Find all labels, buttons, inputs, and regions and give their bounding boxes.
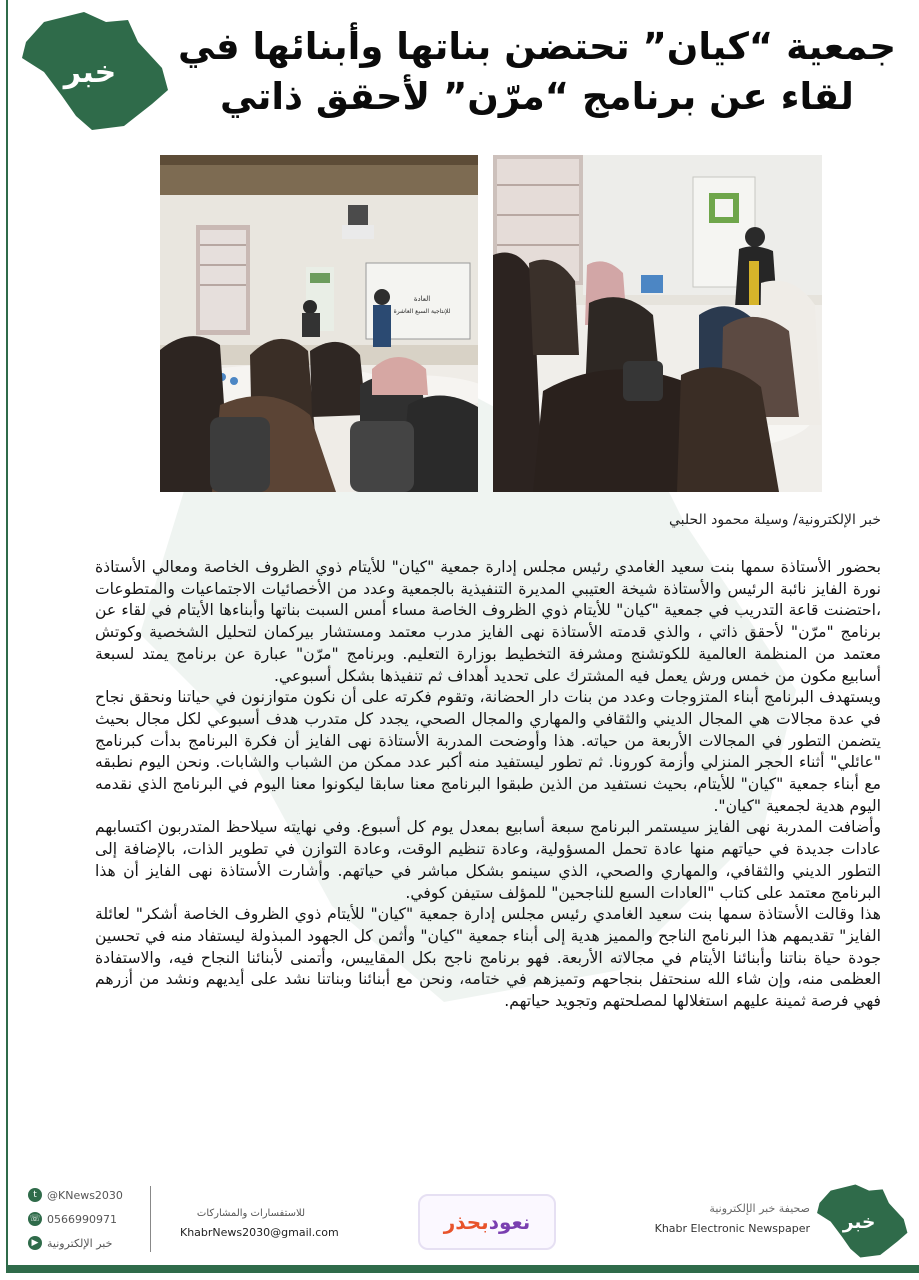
whatsapp-number: 0566990971 <box>47 1212 117 1226</box>
contact-email[interactable]: KhabrNews2030@gmail.com <box>180 1226 339 1239</box>
campaign-badge <box>418 1194 556 1250</box>
campaign-word-2: بحذر <box>443 1210 489 1234</box>
projector-screen-text-2: للإنتاجية السبع العاشرة <box>393 308 451 315</box>
khabr-logo-footer <box>812 1182 910 1260</box>
youtube-channel: خبر الإلكترونية <box>47 1236 113 1250</box>
newspaper-name-arabic: صحيفة خبر الإلكترونية <box>709 1202 810 1215</box>
inquiry-label: للاستفسارات والمشاركات <box>196 1208 305 1219</box>
article-body <box>95 557 881 1013</box>
article-paragraph: هذا وقالت الأستاذة سمها بنت سعيد الغامدي رئيس مجلس إدارة جمعية "كيان" للأيتام ذوي الظروف الخاصة أشكر" لعائلة الفايز" تقديمهم هذا البرنامج الناجح والمميز هدية إلى أبناء جمعية "كيان" وأثمن كل الجهود المبذولة ليستفاد منه في تحسين جودة حياة بناتنا وأبنائنا الأيتام في مجالاته الأربعة. فهو برنامج ناجح بكل المقاييس، وأتمنى لأبنائنا النجاح فيه، والاستفادة العظمى منه، وإن شاء الله سنحتفل بنجاحهم وتميزهم في ختامه، ونحن مع أبنائنا وبناتنا نشد على أيديهم ونشد من أزرهم فهي فرصة ثمينة عليهم استغلالها لمصلحتهم وتجويد حياتهم. <box>95 905 881 1011</box>
projector-screen-text-1: العادة <box>413 295 431 303</box>
youtube-icon: ▶ <box>28 1236 42 1250</box>
article-paragraph: وأضافت المدربة نهى الفايز سيستمر البرنامج سبعة أسابيع بمعدل يوم كل أسبوع. وفي نهايته سيلاحظ المتدربون اكتسابهم عادات جديدة في حياتهم منها عادة تحمل المسؤولية، وعادة تنظيم الوقت، وعادة التوازن في تطوير الذات، بالإضافة إلى التطور الديني والثقافي، والمهاري والصحي، الذي سينمو بشكل مباشر في حياتهم. وأشارت الأستاذة نهى الفايز أن هذا البرنامج معتمد على كتاب "العادات السبع للناجحين" للمؤلف ستيفن كوفي. <box>95 818 881 902</box>
newspaper-name-english: Khabr Electronic Newspaper <box>654 1222 810 1235</box>
twitter-contact[interactable] <box>28 1188 123 1202</box>
khabr-logo <box>14 8 172 134</box>
photo-trainer-presenting <box>493 155 822 492</box>
article-byline: خبر الإلكترونية/ وسيلة محمود الحلبي <box>668 512 881 528</box>
left-border-rule <box>6 0 8 1265</box>
article-paragraph: ويستهدف البرنامج أبناء المتزوجات وعدد من بنات دار الحضانة، وتقوم فكرته على أن نكون متوازنون في حياتنا ونحقق نجاح في عدة مجالات هي المجال الديني والثقافي والمهاري والمجال الصحي، يجدد كل متدرب هدف أسبوعي لكل مجال بحيث يتضمن التطور في المجالات الأربعة من حياته. هذا وأوضحت المدربة الأستاذة نهى الفايز أن فكرة البرنامج بدأت كبرنامج "عائلي" أثناء الحجر المنزلي وأزمة كورونا. ثم تطور ليستفيد منه أكبر عدد ممكن من الشباب والشابات. ونحن اليوم نطبقه مع أبناء جمعية "كيان" للأيتام، بحيث نستفيد من الذين طبقوا البرنامج معنا سابقا ليكونوا معنا اليوم في البرنامج الذي نقدمه اليوم هدية لجمعية "كيان". <box>95 688 881 815</box>
logo-wordmark: خبر <box>63 55 117 90</box>
footer-divider <box>150 1186 151 1252</box>
twitter-icon: t <box>28 1188 42 1202</box>
page-footer <box>0 1178 919 1264</box>
headline-line-1: جمعية “كيان” تحتضن بناتها وأبنائها في <box>178 25 896 68</box>
twitter-handle: @KNews2030 <box>47 1188 123 1202</box>
footer-logo-wordmark: خبر <box>842 1211 876 1233</box>
whatsapp-contact[interactable] <box>28 1212 117 1226</box>
headline <box>175 22 899 122</box>
campaign-word-1: نعود <box>488 1210 531 1234</box>
youtube-contact[interactable] <box>28 1236 112 1250</box>
whatsapp-icon: ☏ <box>29 1214 41 1224</box>
headline-line-2: لقاء عن برنامج “مرّن” لأحقق ذاتي <box>220 75 854 118</box>
photo-training-room-wide <box>160 155 478 492</box>
article-paragraph: بحضور الأستاذة سمها بنت سعيد الغامدي رئيس مجلس إدارة جمعية "كيان" للأيتام ذوي الظروف الخاصة ومعالي الأستاذة نورة الفايز نائبة الرئيس والأستاذة شيخة العتيبي المديرة التنفيذية بالجمعية وعدد من الأخصائيات الاجتماعيات والمتطوعات ،احتضنت قاعة التدريب في جمعية "كيان" للأيتام ذوي الظروف الخاصة مساء أمس السبت بناتها وأبناءها الأيتام في لقاء عن برنامج "مرّن" لأحقق ذاتي ، والذي قدمته الأستاذة نهى الفايز مدرب معتمد ومستشار بيركمان لتحليل الشخصية وكوتش معتمد من المنظمة العالمية للكوتشنج ومشرفة التخطيط بوزارة التعليم. وبرنامج "مرّن" عبارة عن برنامج يمتد لسبعة أسابيع مكون من خمس ورش يعمل فيه المشترك على تحديد أهداف ثم تنفيذها بشكل أسبوعي. <box>95 558 881 685</box>
bottom-border-rule <box>6 1265 919 1273</box>
